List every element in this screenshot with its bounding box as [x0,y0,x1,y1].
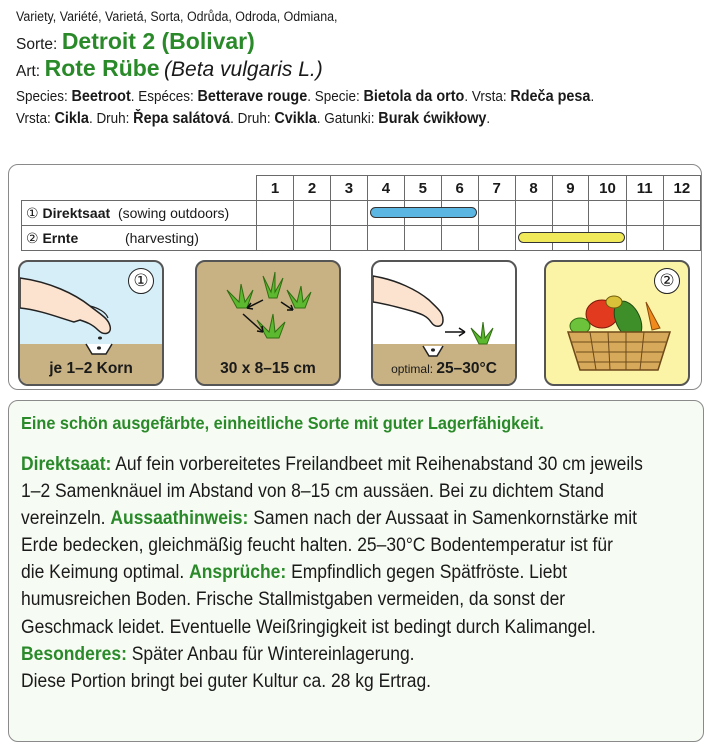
description-segment: humusreichen Boden. Frische Stallmistgaben vermeiden, da sonst der [21,589,566,611]
species-translation-value-3: Rdeča pesa [510,88,591,105]
latin-name: (Beta vulgaris L.) [164,58,323,81]
species-translation-2-value-3: Burak ćwikłowy [378,110,487,127]
temperature-caption [373,360,515,378]
variety-languages-line: Variety, Variété, Varietá, Sorta, Odrůda, Odroda, Odmiana, [16,9,338,24]
variety-name: Detroit 2 (Bolivar) [61,28,255,54]
description-text [21,451,665,695]
species-translations-line-1 [16,86,658,108]
species-translation-value-0: Beetroot [71,88,131,105]
month-12: 12 [663,176,700,201]
species-translation-2-label-2: . Druh: [230,111,275,127]
picture-plant-spacing [195,260,341,386]
description-line [21,559,665,586]
calendar-row-sowing [22,201,701,226]
description-segment: 1–2 Samenknäuel im Abstand von 8–15 cm aussäen. Bei zu dichtem Stand [21,481,605,503]
section-keyword: Direktsaat: [21,454,112,475]
month-header-row [22,176,701,201]
description-line [21,668,665,695]
product-header [16,8,706,130]
month-9: 9 [552,176,589,201]
species-row [16,55,706,82]
species-translation-2-value-2: Cvikla [274,110,317,127]
description-line [21,614,665,641]
section-keyword: Aussaathinweis: [110,508,249,530]
sowing-number: ① [26,204,39,221]
section-keyword: Besonderes: [21,643,127,665]
variety-row [16,28,706,55]
harvest-period-bar [518,232,625,243]
picture-sowing-seeds [18,260,164,386]
description-box [8,400,704,742]
variety-label: Sorte: [16,36,58,53]
species-translation-2-label-3: . Gatunki: [316,111,379,127]
section-keyword: Ansprüche: [189,562,287,584]
species-translations-line-2 [16,108,658,130]
description-headline: Eine schön ausgefärbte, einheitliche Sorte mit guter Lagerfähigkeit. [21,413,544,433]
description-segment: Samen nach der Aussaat in Samenkornstärke mit [248,508,637,530]
species-translation-label-1: . Espéces: [130,89,198,105]
step-1-badge: ① [128,268,154,294]
species-translation-2-value-0: Cikla [54,110,89,127]
picture-germination [371,260,517,386]
sowing-row-label [22,201,257,226]
species-translation-2-value-1: Řepa salátová [133,110,231,127]
step-2-badge: ② [654,268,680,294]
month-7: 7 [478,176,515,201]
species-translation-2-label-4: . [486,111,491,127]
description-line [21,451,665,478]
sowing-desc: (sowing outdoors) [117,204,230,221]
species-name: Rote Rübe [44,55,160,81]
harvest-name: Ernte [42,229,79,246]
species-translation-label-3: . Vrsta: [464,89,511,105]
description-segment: Auf fein vorbereitetes Freilandbeet mit Reihenabstand 30 cm jeweils [111,454,643,475]
species-translation-label-2: . Specie: [307,89,364,105]
description-line [21,532,665,559]
species-translation-label-4: . [590,89,595,105]
species-translation-value-2: Bietola da orto [363,88,465,105]
month-5: 5 [404,176,441,201]
optimal-temperature: 25–30°C [436,360,497,377]
month-10: 10 [589,176,626,201]
description-segment: Später Anbau für Wintereinlagerung. [126,643,415,665]
month-11: 11 [626,176,663,201]
description-segment: vereinzeln. [21,508,111,530]
picture-harvest-basket [544,260,690,386]
species-translation-label-0: Species: [16,89,72,105]
month-4: 4 [367,176,404,201]
harvest-desc: (harvesting) [124,229,199,246]
description-segment: Erde bedecken, gleichmäßig feucht halten. 25–30°C Bodentemperatur ist für [21,535,613,557]
month-3: 3 [330,176,367,201]
description-segment: die Keimung optimal. [21,562,190,584]
description-segment: Geschmack leidet. Eventuelle Weißringigkeit ist bedingt durch Kalimangel. [21,616,596,638]
description-line [21,505,665,532]
description-line [21,478,665,505]
spacing-caption: 30 x 8–15 cm [220,360,316,377]
seed-count-caption: je 1–2 Korn [49,360,133,377]
month-1: 1 [257,176,294,201]
species-label: Art: [16,63,41,80]
month-8: 8 [515,176,552,201]
species-translation-2-label-0: Vrsta: [16,111,55,127]
optimal-label: optimal: [391,362,437,376]
description-line [21,641,665,668]
description-line [21,586,665,613]
species-translation-2-label-1: . Druh: [88,111,134,127]
sowing-period-bar [370,207,477,218]
description-segment: Diese Portion bringt bei guter Kultur ca. 28 kg Ertrag. [21,670,432,692]
harvest-row-label [22,226,257,251]
month-6: 6 [441,176,478,201]
species-translation-value-1: Betterave rouge [197,88,308,105]
harvest-number: ② [26,229,39,246]
description-segment: Empfindlich gegen Spätfröste. Liebt [286,562,568,584]
month-2: 2 [294,176,331,201]
sowing-name: Direktsaat [42,204,111,221]
